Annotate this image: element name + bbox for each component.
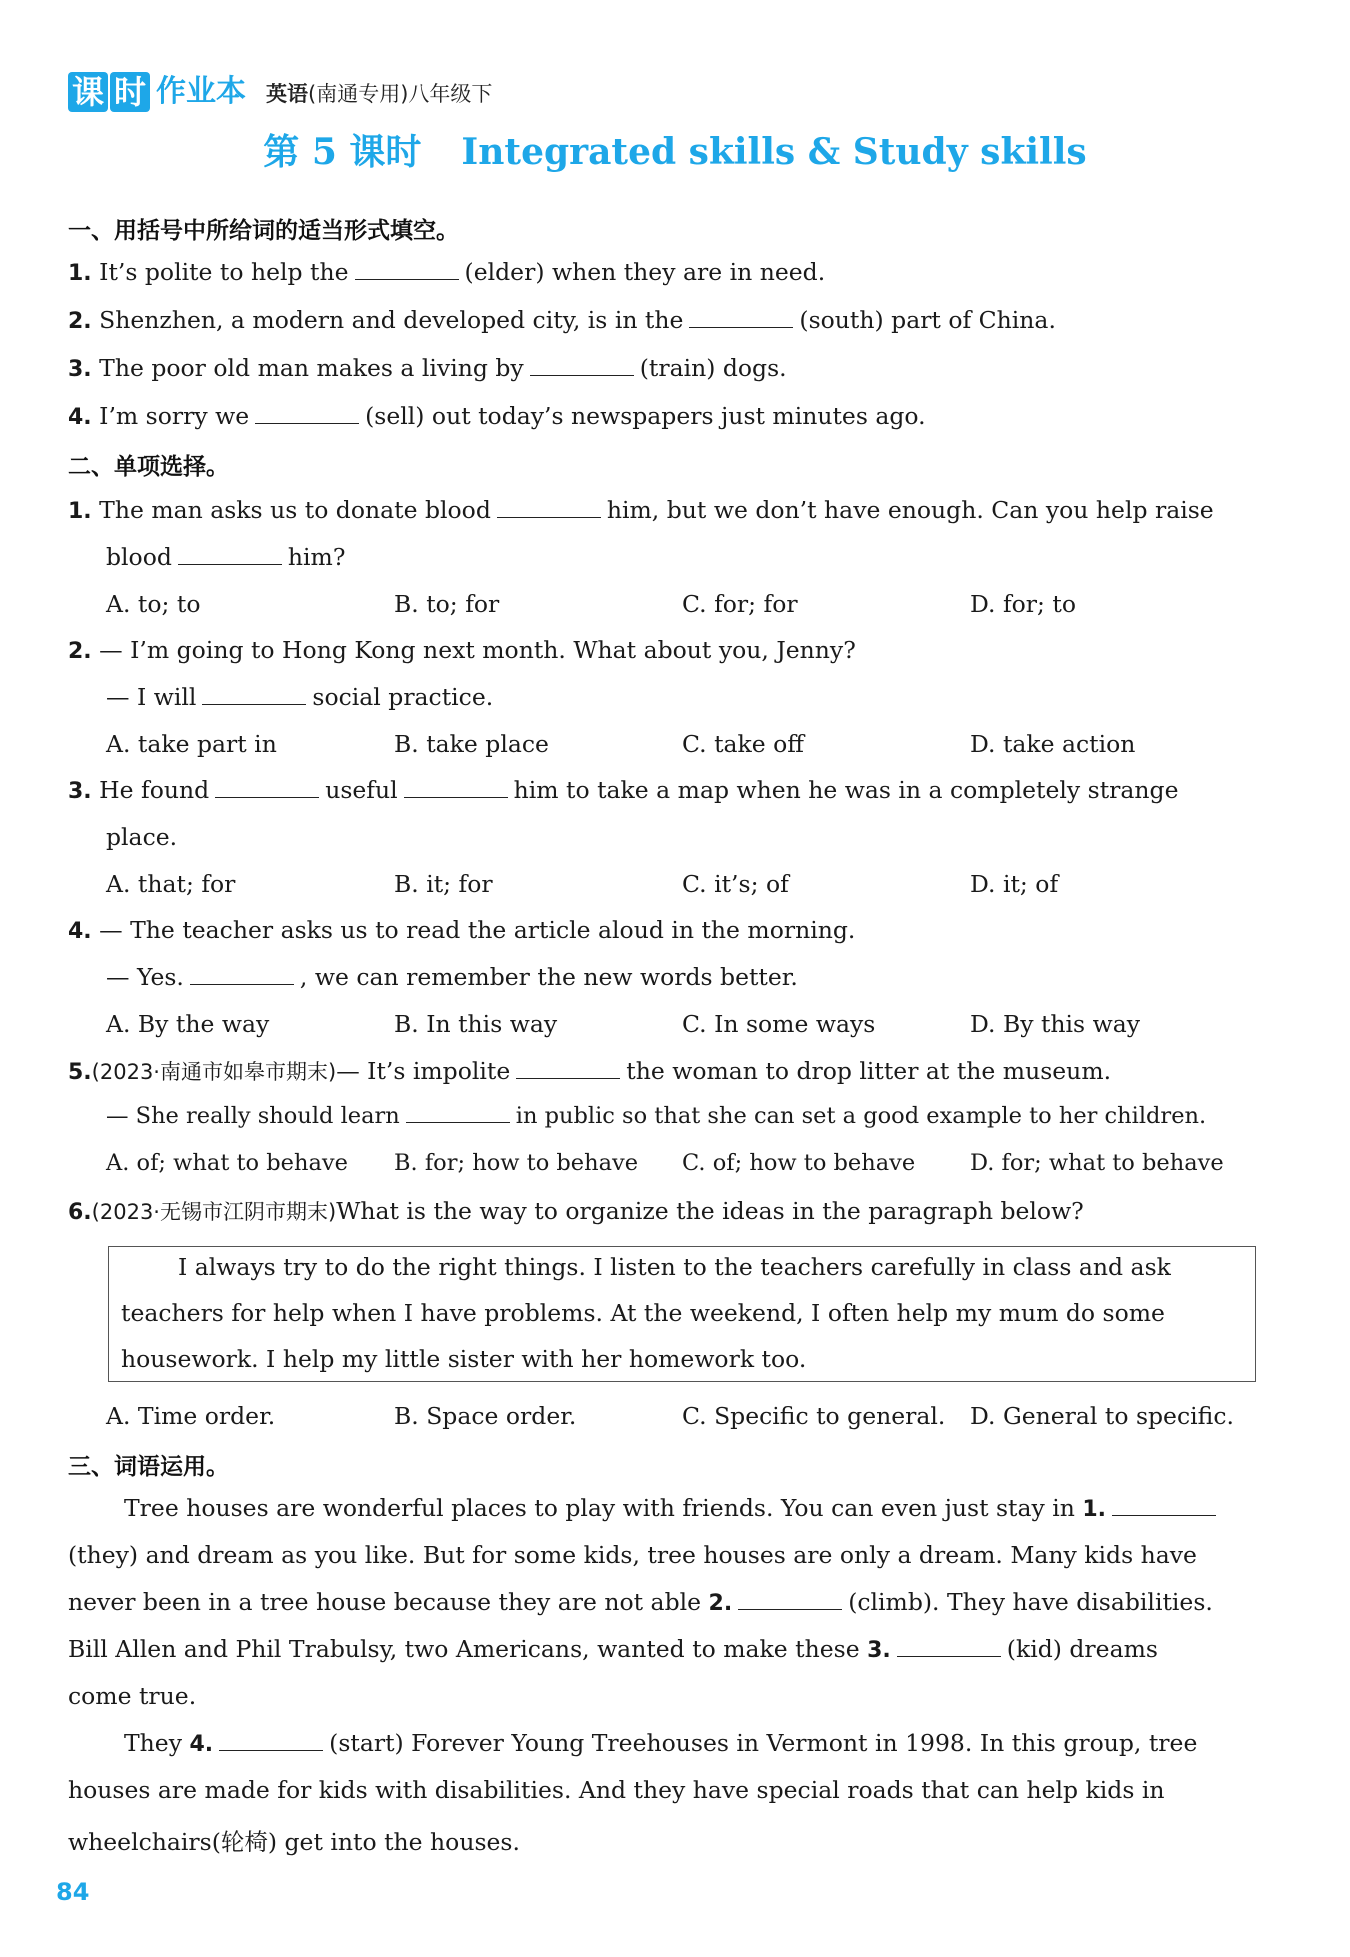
s2-q3-line1 [68,776,1179,804]
question-text: Shenzhen, a modern and developed city, is in the [99,306,684,334]
question-text: It’s polite to help the [99,258,349,286]
subject: 英语 [266,82,309,106]
option-d[interactable]: D. General to specific. [970,1402,1234,1430]
option-c[interactable]: C. In some ways [682,1010,876,1038]
option-d[interactable]: D. take action [970,730,1136,758]
question-number: 3. [68,779,92,804]
question-number: 4. [68,405,92,430]
box-line-1: I always try to do the right things. I listen to the teachers carefully in class and ask [178,1253,1171,1281]
answer-blank[interactable] [355,261,459,280]
option-c[interactable]: C. for; for [682,590,798,618]
question-text: The man asks us to donate blood [99,496,491,524]
question-text: — Yes. [106,963,184,991]
answer-blank[interactable] [406,1104,510,1123]
question-text: He found [99,776,210,804]
question-text: — It’s impolite [336,1057,511,1085]
question-text: social practice. [312,683,494,711]
question-text: him to take a map when he was in a completely strange [513,776,1179,804]
s1-item-1 [68,258,825,286]
s2-q3-line2: place. [106,823,178,851]
question-text: The poor old man makes a living by [99,354,524,382]
s3-line-2: (they) and dream as you like. But for some kids, tree houses are only a dream. Many kids have [68,1541,1197,1569]
question-text: him? [287,543,346,571]
source-tag: (2023·南通市如皋市期末) [91,1060,337,1084]
s3-line-7: houses are made for kids with disabilities. And they have special roads that can help kids in [68,1776,1165,1804]
blank-number: 3. [867,1638,891,1663]
logo-char-1: 课 [68,72,108,112]
source-tag: (2023·无锡市江阴市期末) [91,1200,337,1224]
question-text: (sell) out today’s newspapers just minutes ago. [365,402,926,430]
question-text: — I’m going to Hong Kong next month. What about you, Jenny? [99,636,856,664]
option-d[interactable]: D. it; of [970,870,1059,898]
question-text: him, but we don’t have enough. Can you help raise [606,496,1214,524]
blank-number: 4. [189,1732,214,1757]
header [68,68,492,112]
subject-note: (南通专用)八年级下 [308,82,493,106]
answer-blank[interactable] [530,357,634,376]
s2-q1-line1 [68,496,1262,524]
answer-blank[interactable] [404,779,508,798]
s2-q4-line1 [68,916,855,944]
option-b[interactable]: B. take place [394,730,549,758]
logo-text: 作业本 [156,74,247,109]
passage-text: (start) Forever Young Treehouses in Vermont in 1998. In this group, tree [329,1729,1198,1757]
question-text: (train) dogs. [639,354,787,382]
s3-line-3 [68,1588,1213,1616]
option-a[interactable]: A. By the way [106,1010,270,1038]
question-text: — The teacher asks us to read the article aloud in the morning. [99,916,856,944]
option-b[interactable]: B. Space order. [394,1402,577,1430]
question-number: 5. [68,1060,92,1085]
section2-title: 二、单项选择。 [68,454,229,480]
answer-blank[interactable] [1112,1497,1216,1516]
question-text: in public so that she can set a good example to her children. [515,1103,1207,1129]
logo [68,72,152,112]
s3-line-4 [68,1635,1158,1663]
answer-blank[interactable] [897,1638,1001,1657]
question-number: 4. [68,919,92,944]
s2-q6-line1 [68,1196,1084,1226]
logo-char-2: 时 [110,72,150,112]
question-text: (south) part of China. [799,306,1056,334]
s1-item-2 [68,306,1056,334]
answer-blank[interactable] [178,546,282,565]
box-line-3: housework. I help my little sister with her homework too. [121,1345,807,1373]
question-text: blood [106,543,172,571]
section3-title: 三、词语运用。 [68,1454,229,1480]
s3-line-1 [124,1494,1222,1522]
s3-line-5: come true. [68,1682,197,1710]
s2-q4-line2 [106,963,798,991]
answer-blank[interactable] [497,499,601,518]
blank-number: 1. [1082,1497,1107,1522]
option-a[interactable]: A. take part in [106,730,277,758]
s2-q2-line2 [106,683,493,711]
question-text: the woman to drop litter at the museum. [626,1057,1112,1085]
option-b[interactable]: B. for; how to behave [394,1150,639,1176]
page-number: 84 [56,1878,90,1906]
passage-text: Tree houses are wonderful places to play with friends. You can even just stay in [124,1494,1075,1522]
option-b[interactable]: B. In this way [394,1010,558,1038]
s3-line-8: wheelchairs(轮椅) get into the houses. [68,1828,520,1856]
option-c[interactable]: C. it’s; of [682,870,789,898]
answer-blank[interactable] [219,1732,323,1751]
answer-blank[interactable] [738,1591,842,1610]
s2-q5-line2 [106,1103,1206,1129]
s2-q1-line2 [106,543,345,571]
passage-text: (kid) dreams [1006,1635,1158,1663]
question-text: — She really should learn [106,1103,400,1129]
answer-blank[interactable] [190,966,294,985]
option-c[interactable]: C. of; how to behave [682,1150,916,1176]
question-text: useful [325,776,398,804]
question-number: 3. [68,357,92,382]
option-a[interactable]: A. Time order. [106,1402,276,1430]
question-text: — I will [106,683,197,711]
option-d[interactable]: D. By this way [970,1010,1140,1038]
question-text: I’m sorry we [99,402,250,430]
question-number: 1. [68,499,92,524]
box-line-2: teachers for help when I have problems. At the weekend, I often help my mum do some [121,1299,1165,1327]
blank-number: 2. [708,1591,733,1616]
option-a[interactable]: A. that; for [106,870,236,898]
s1-item-4 [68,402,926,430]
question-number: 1. [68,261,92,286]
s3-line-6 [124,1729,1197,1757]
passage-text: (climb). They have disabilities. [848,1588,1213,1616]
option-a[interactable]: A. to; to [106,590,201,618]
option-a[interactable]: A. of; what to behave [106,1150,348,1176]
lesson-name: Integrated skills & Study skills [461,131,1087,173]
passage-text: never been in a tree house because they are not able [68,1588,702,1616]
passage-text: They [124,1729,182,1757]
question-text: , we can remember the new words better. [299,963,798,991]
question-number: 6. [68,1200,92,1225]
answer-blank[interactable] [215,779,319,798]
question-number: 2. [68,639,92,664]
s1-item-3 [68,354,787,382]
passage-text: Bill Allen and Phil Trabulsy, two Americans, wanted to make these [68,1635,860,1663]
section1-title: 一、用括号中所给词的适当形式填空。 [68,218,459,244]
answer-blank[interactable] [202,686,306,705]
option-d[interactable]: D. for; what to behave [970,1150,1224,1176]
lesson-number: 第 5 课时 [263,131,422,173]
s2-q2-line1 [68,636,856,664]
lesson-title [0,124,1350,175]
question-number: 2. [68,309,92,334]
option-d[interactable]: D. for; to [970,590,1077,618]
answer-blank[interactable] [689,309,793,328]
option-c[interactable]: C. take off [682,730,804,758]
answer-blank[interactable] [255,405,359,424]
answer-blank[interactable] [516,1060,620,1079]
option-b[interactable]: B. it; for [394,870,493,898]
question-text: (elder) when they are in need. [464,258,826,286]
option-b[interactable]: B. to; for [394,590,500,618]
s2-q5-line1 [68,1056,1111,1086]
option-c[interactable]: C. Specific to general. [682,1402,946,1430]
question-text: What is the way to organize the ideas in the paragraph below? [336,1197,1084,1225]
